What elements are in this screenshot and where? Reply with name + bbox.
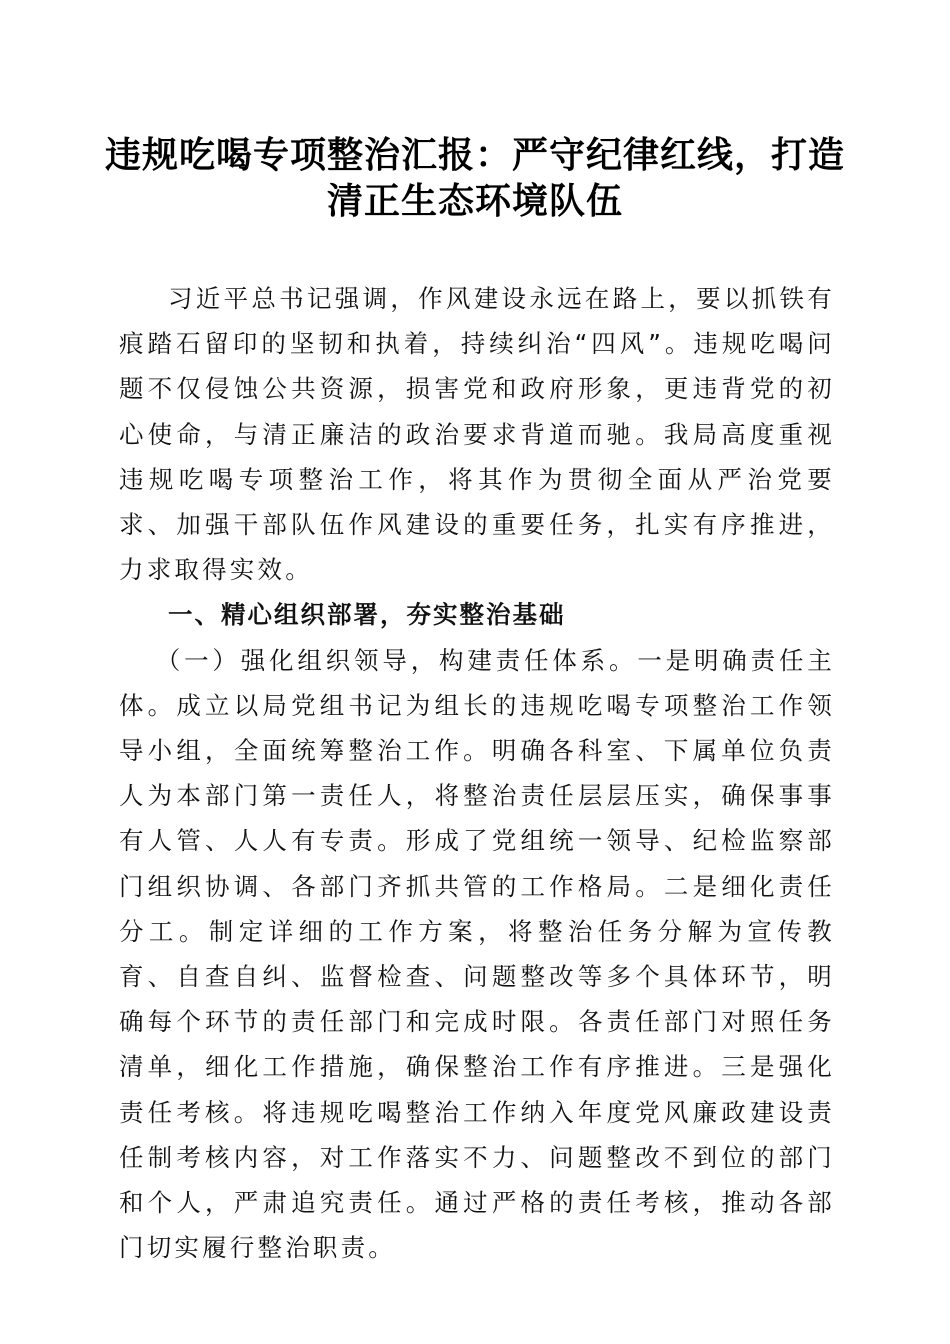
section-paragraph: （一）强化组织领导，构建责任体系。一是明确责任主体。成立以局党组书记为组长的违规吃喝专项整治工作领导小组，全面统筹整治工作。明确各科室、下属单位负责人为本部门第一责任人，将整治责任层层压实，确保事事有人管、人人有专责。形成了党组统一领导、纪检监察部门组织协调、各部门齐抓共管的工作格局。二是细化责任分工。制定详细的工作方案，将整治任务分解为宣传教育、自查自纠、监督检查、问题整改等多个具体环节，明确每个环节的责任部门和完成时限。各责任部门对照任务清单，细化工作措施，确保整治工作有序推进。三是强化责任考核。将违规吃喝整治工作纳入年度党风廉政建设责任制考核内容，对工作落实不力、问题整改不到位的部门和个人，严肃追究责任。通过严格的责任考核，推动各部门切实履行整治职责。 xyxy=(119,645,835,1263)
section-heading: 一、精心组织部署，夯实整治基础 xyxy=(168,600,566,630)
title-line-1: 违规吃喝专项整治汇报：严守纪律红线，打造 xyxy=(104,134,845,176)
document-title xyxy=(100,132,850,224)
title-line-2: 清正生态环境队伍 xyxy=(326,180,623,222)
intro-paragraph: 习近平总书记强调，作风建设永远在路上，要以抓铁有痕踏石留印的坚韧和执着，持续纠治“四风”。违规吃喝问题不仅侵蚀公共资源，损害党和政府形象，更违背党的初心使命，与清正廉洁的政治要求背道而驰。我局高度重视违规吃喝专项整治工作，将其作为贯彻全面从严治党要求、加强干部队伍作风建设的重要任务，扎实有序推进，力求取得实效。 xyxy=(119,284,835,585)
document-body xyxy=(119,276,835,1270)
